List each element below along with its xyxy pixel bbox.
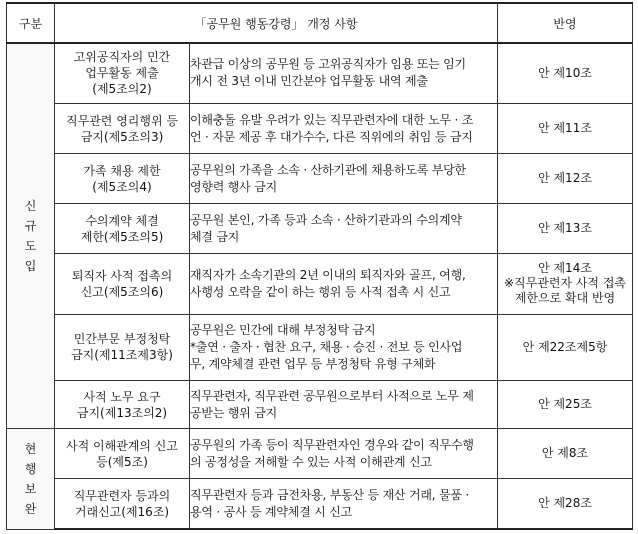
row-desc-line: 의 공정성을 저해할 수 있는 사적 이해관계 신고 <box>190 454 432 469</box>
header-category: 구분 <box>7 3 55 43</box>
row-ref-line: 안 제10조 <box>538 65 592 80</box>
row-item-line: 금지(제11조제3항) <box>71 348 173 363</box>
row-item <box>55 154 190 204</box>
revision-table <box>6 2 633 530</box>
row-ref <box>498 43 633 103</box>
row-item-line: 금지(제5조의3) <box>80 129 164 144</box>
table-row <box>7 479 633 529</box>
row-ref <box>498 154 633 204</box>
row-item-line: (제5조의4) <box>92 179 152 194</box>
row-ref <box>498 103 633 153</box>
row-desc-line: 공무원의 가족 등이 직무관련자인 경우와 같이 직무수행 <box>190 437 474 452</box>
row-item <box>55 204 190 254</box>
row-desc-line: 공무원은 민간에 대해 부정청탁 금지 <box>190 322 376 337</box>
row-desc-line: 영향력 행사 금지 <box>190 179 277 194</box>
row-ref-line: 안 제13조 <box>538 221 592 236</box>
row-ref-line: 안 제11조 <box>538 121 592 135</box>
row-ref-note: 제한으로 확대 반영 <box>514 291 616 306</box>
row-ref <box>498 314 633 381</box>
row-item-line: 신고(제5조의6) <box>80 284 164 299</box>
row-item-line: (제5조의2) <box>92 82 152 97</box>
row-desc-line: 무, 계약체결 관련 업무 등 부정청탁 유형 구체화 <box>190 356 436 371</box>
row-desc-line: 재직자가 소속기관의 2년 이내의 퇴직자와 골프, 여행, <box>190 267 466 282</box>
table-row <box>7 103 633 153</box>
group-label-new: 신 규 도 입 <box>24 199 37 274</box>
row-item-line: 수의계약 체결 <box>85 213 159 228</box>
row-item <box>55 103 190 153</box>
row-ref <box>498 429 633 479</box>
row-desc-line: 용역 · 공사 등 계약체결 시 신고 <box>190 504 353 519</box>
table-row <box>7 429 633 479</box>
row-item <box>55 381 190 429</box>
row-desc-line: 공무원 본인, 가족 등과 소속 · 산하기관과의 수의계약 <box>190 212 462 227</box>
row-desc-line: 개시 전 3년 이내 민간분야 업무활동 내역 제출 <box>190 74 428 89</box>
row-item-line: 직무관련자 등과의 <box>73 488 171 503</box>
row-desc-line: *출연 · 출자 · 협찬 요구, 채용 · 승진 · 전보 등 인사업 <box>190 339 463 354</box>
row-desc-line: 사행성 오락을 같이 하는 행위 등 사적 접촉 시 신고 <box>190 284 451 299</box>
row-desc <box>190 479 498 529</box>
row-item-line: 금지(제13조의2) <box>76 405 168 420</box>
group-new <box>7 43 55 429</box>
row-desc-line: 공받는 행위 금지 <box>190 405 277 420</box>
row-desc <box>190 254 498 314</box>
row-item <box>55 254 190 314</box>
table-row <box>7 43 633 103</box>
row-desc <box>190 314 498 381</box>
row-item <box>55 429 190 479</box>
row-desc <box>190 381 498 429</box>
row-item <box>55 479 190 529</box>
row-ref-note: ※직무관련자 사적 접촉 <box>503 276 626 291</box>
table-header-row <box>7 3 633 43</box>
row-item-line: 고위공직자의 민간 <box>73 50 171 65</box>
table-row <box>7 204 633 254</box>
row-desc-line: 이해충돌 유발 우려가 있는 직무관련자에 대한 노무 · 조 <box>190 112 474 127</box>
row-item-line: 업무활동 제출 <box>85 66 159 81</box>
table-row <box>7 154 633 204</box>
table-row <box>7 254 633 314</box>
row-ref-line: 안 제8조 <box>541 446 589 461</box>
group-current <box>7 429 55 529</box>
table-row <box>7 381 633 429</box>
row-item-line: 등(제5조) <box>96 454 148 469</box>
header-content: 「공무원 행동강령」 개정 사항 <box>55 3 498 43</box>
row-item-line: 가족 채용 제한 <box>83 163 161 178</box>
row-desc-line: 직무관련자, 직무관련 공무원으로부터 사적으로 노무 제 <box>190 388 474 403</box>
row-ref <box>498 479 633 529</box>
row-ref <box>498 204 633 254</box>
row-desc-line: 체결 금지 <box>190 229 240 244</box>
row-item-line: 퇴직자 사적 접촉의 <box>71 268 173 283</box>
row-desc <box>190 43 498 103</box>
header-applied: 반영 <box>498 3 633 43</box>
row-ref-line: 안 제12조 <box>538 171 592 186</box>
row-desc-line: 직무관련자 등과 금전차용, 부동산 등 재산 거래, 물품 · <box>190 487 469 502</box>
row-desc-line: 차관급 이상의 공무원 등 고위공직자가 임용 또는 임기 <box>190 57 466 72</box>
row-ref-line: 안 제22조제5항 <box>522 339 608 354</box>
row-ref-line: 안 제14조 <box>538 261 592 276</box>
row-ref <box>498 254 633 314</box>
row-desc <box>190 154 498 204</box>
row-ref-line: 안 제28조 <box>538 496 592 511</box>
row-item-line: 사적 이해관계의 신고 <box>66 438 178 453</box>
row-desc-line: 언 · 자문 제공 후 대가수수, 다른 직위에의 취임 등 금지 <box>190 129 473 144</box>
group-label-current: 현 행 보 완 <box>24 441 37 516</box>
row-item-line: 제한(제5조의5) <box>80 229 164 244</box>
row-item-line: 민간부문 부정청탁 <box>73 332 171 347</box>
row-desc <box>190 204 498 254</box>
row-desc-line: 공무원의 가족을 소속 · 산하기관에 채용하도록 부당한 <box>190 162 466 177</box>
row-desc <box>190 429 498 479</box>
row-item-line: 사적 노무 요구 <box>83 389 161 404</box>
row-desc <box>190 103 498 153</box>
row-item <box>55 43 190 103</box>
row-item-line: 직무관련 영리행위 등 <box>66 113 178 128</box>
table-row <box>7 314 633 381</box>
row-ref <box>498 381 633 429</box>
row-item-line: 거래신고(제16조) <box>74 504 170 519</box>
row-ref-line: 안 제25조 <box>538 397 592 412</box>
row-item <box>55 314 190 381</box>
